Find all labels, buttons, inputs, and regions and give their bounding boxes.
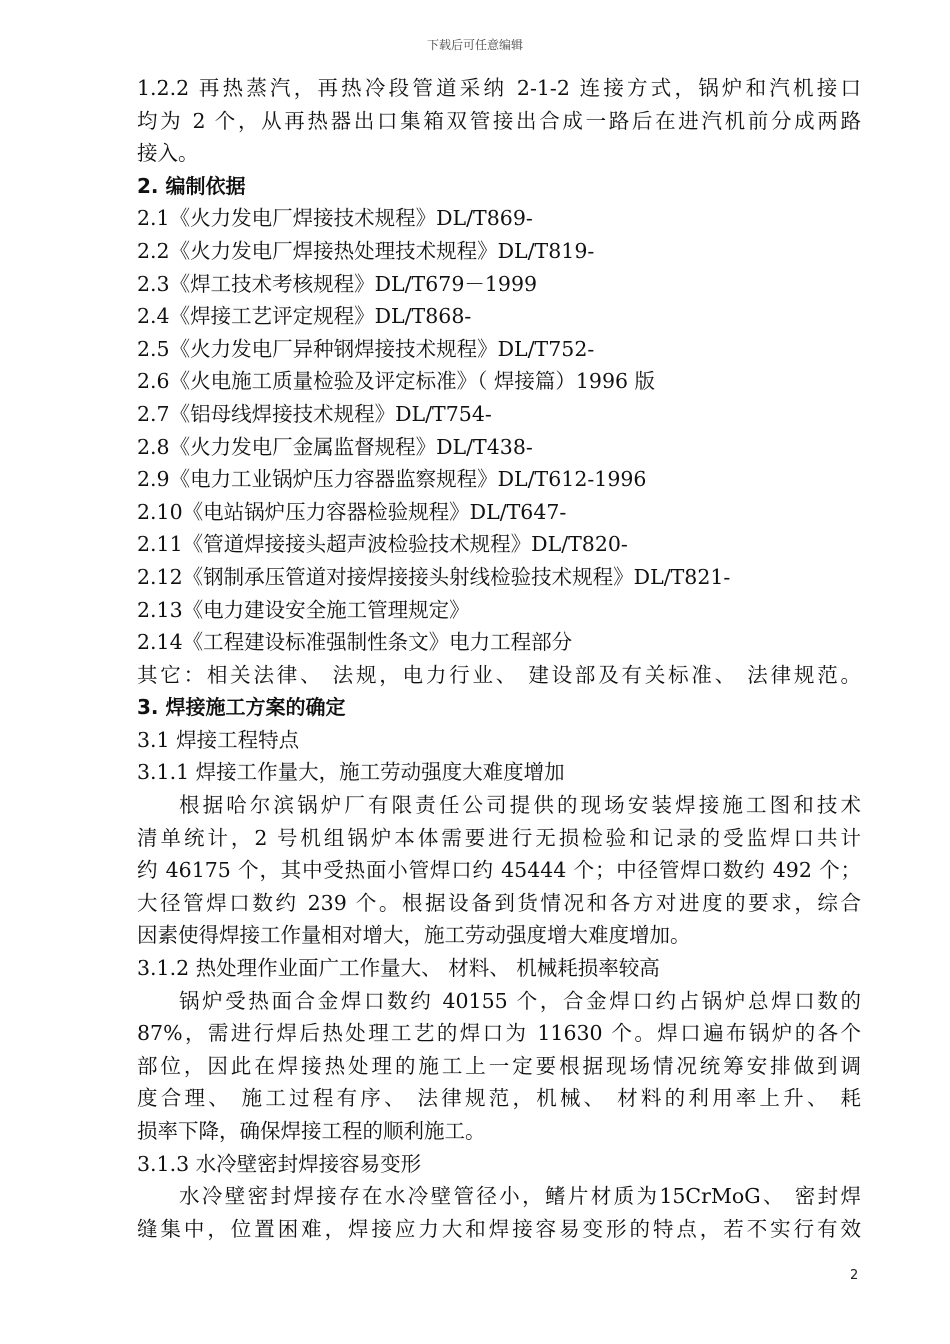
text-line: 2.11《管道焊接接头超声波检验技术规程》DL/T820- [137,532,628,557]
text-line: 87%，需进行焊后热处理工艺的焊口为 11630 个。焊口遍布锅炉的各个 [137,1021,861,1046]
text-line: 3.1.2 热处理作业面广工作量大、 材料、 机械耗损率较高 [137,956,660,981]
text-line: 2.5《火力发电厂异种钢焊接技术规程》DL/T752- [137,336,595,361]
text-line: 3.1.3 水冷壁密封焊接容易变形 [137,1151,422,1176]
text-line: 度合理、 施工过程有序、 法律规范，机械、 材料的利用率上升、 耗 [137,1086,861,1111]
text-line: 缝集中，位置困难，焊接应力大和焊接容易变形的特点，若不实行有效 [137,1216,861,1241]
text-line: 1.2.2 再热蒸汽，再热冷段管道采纳 2-1-2 连接方式，锅炉和汽机接口 [137,76,861,100]
text-line: 清单统计，2 号机组锅炉本体需要进行无损检验和记录的受监焊口共计 [137,825,861,850]
text-line: 3.1.1 焊接工作量大，施工劳动强度大难度增加 [137,760,565,785]
text-line: 2.2《火力发电厂焊接热处理技术规程》DL/T819- [137,238,595,263]
page-number: 2 [850,1268,859,1283]
text-line: 2.12《钢制承压管道对接焊接接头射线检验技术规程》DL/T821- [137,564,731,589]
text-line: 2.13《电力建设安全施工管理规定》 [137,597,470,622]
paragraph-first-line: 水冷壁密封焊接存在水冷壁管径小，鳍片材质为15CrMoG、 密封焊 [179,1184,861,1209]
page-header: 下载后可任意编辑 [426,38,523,52]
text-line: 约 46175 个，其中受热面小管焊口约 45444 个；中径管焊口数约 492 个； [137,858,861,883]
text-line: 2.4《焊接工艺评定规程》DL/T868- [137,304,472,329]
text-line: 均为 2 个，从再热器出口集箱双管接出合成一路后在进汽机前分成两路 [137,108,861,133]
text-line: 2.10《电站锅炉压力容器检验规程》DL/T647- [137,499,567,524]
text-line: 3.1 焊接工程特点 [137,727,300,752]
text-line: 大径管焊口数约 239 个。根据设备到货情况和各方对进度的要求，综合 [137,890,861,915]
text-line: 2.9《电力工业锅炉压力容器监察规程》DL/T612-1996 [137,467,647,492]
text-line: 损率下降，确保焊接工程的顺利施工。 [137,1119,486,1143]
text-line: 2.14《工程建设标准强制性条文》电力工程部分 [137,630,573,655]
paragraph-first-line: 根据哈尔滨锅炉厂有限责任公司提供的现场安装焊接施工图和技术 [179,793,861,818]
text-line: 2.7《铝母线焊接技术规程》DL/T754- [137,401,492,426]
paragraph-first-line: 锅炉受热面合金焊口数约 40155 个，合金焊口约占锅炉总焊口数的 [179,988,861,1013]
section-heading: 3. 焊接施工方案的确定 [137,695,346,720]
document-body [137,72,861,1245]
text-line: 因素使得焊接工作量相对增大，施工劳动强度增大难度增加。 [137,923,691,948]
text-line: 2.8《火力发电厂金属监督规程》DL/T438- [137,434,533,459]
text-line: 接入。 [137,141,199,166]
text-line: 2.6《火电施工质量检验及评定标准》（ 焊接篇）1996 版 [137,369,656,394]
text-line: 2.3《焊工技术考核规程》DL/T679－1999 [137,271,538,296]
section-heading: 2. 编制依据 [137,173,246,198]
text-line: 2.1《火力发电厂焊接技术规程》DL/T869- [137,206,533,231]
text-line: 其它：相关法律、 法规，电力行业、 建设部及有关标准、 法律规范。 [137,662,861,687]
text-line: 部位，因此在焊接热处理的施工上一定要根据现场情况统筹安排做到调 [137,1053,861,1078]
